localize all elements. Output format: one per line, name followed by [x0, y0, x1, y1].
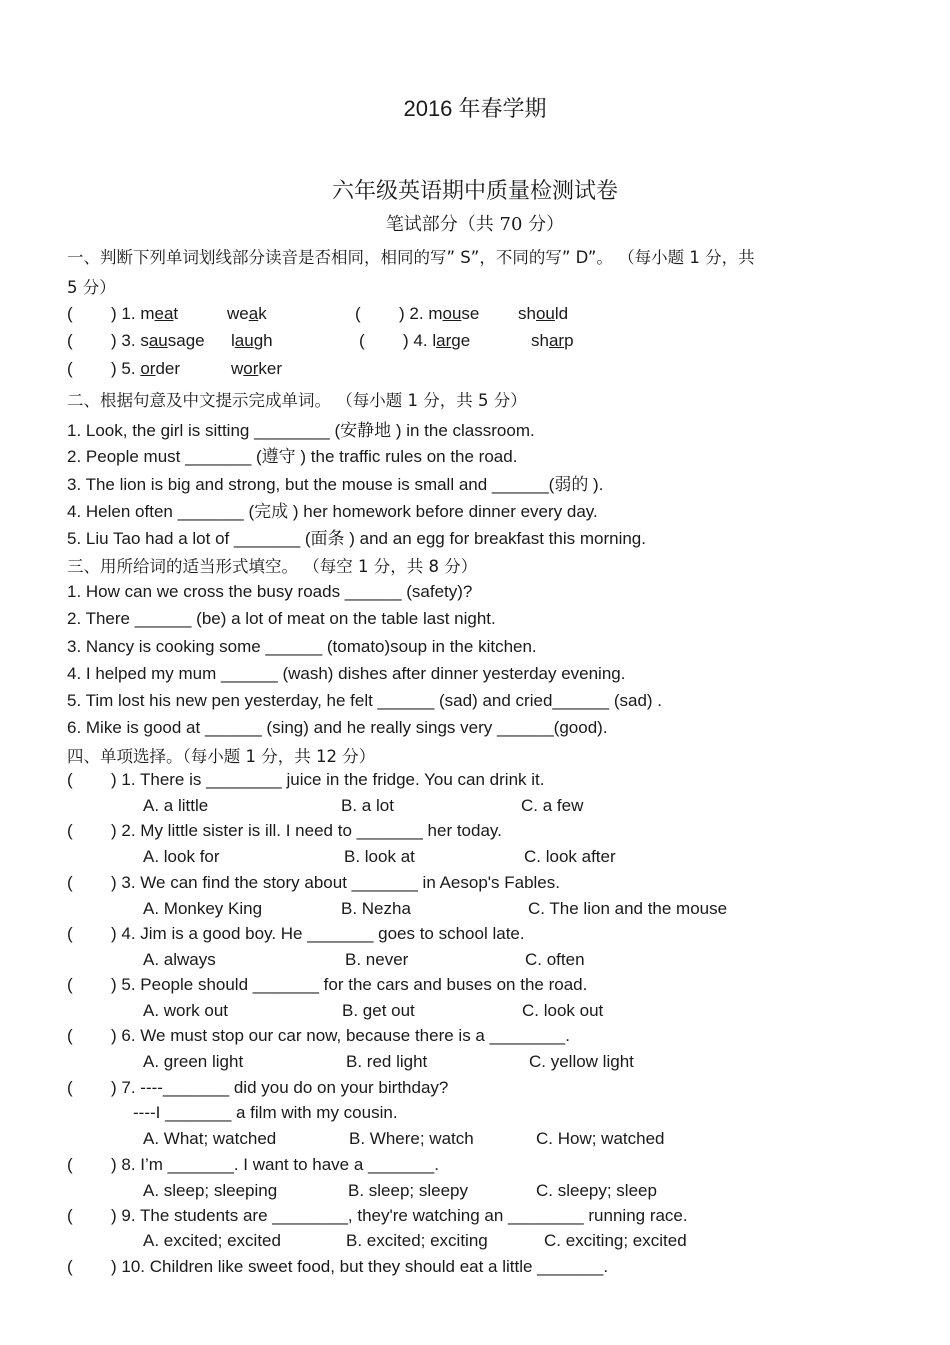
- s4-q4-option-a: A. always: [143, 950, 216, 969]
- s4-q1-option-a: A. a little: [143, 796, 209, 815]
- s4-q3-paren: (: [67, 873, 73, 892]
- s4-q2-paren: (: [67, 821, 73, 840]
- s3-line-4: 4. I helped my mum ______ (wash) dishes after dinner yesterday evening.: [67, 664, 626, 683]
- s4-q2-option-b: B. look at: [344, 847, 415, 866]
- s4-q3-option-b: B. Nezha: [341, 899, 411, 918]
- s4-q9-paren: (: [67, 1206, 73, 1225]
- s4-q3-option-c: C. The lion and the mouse: [528, 899, 728, 918]
- section1-instruction: 一、判断下列单词划线部分读音是否相同，相同的写” S”，不同的写” D”。 （每小题 1 分，共: [67, 248, 755, 267]
- s4-q8: ) 8. I’m _______. I want to have a _______.: [111, 1155, 439, 1174]
- s4-q6-option-b: B. red light: [346, 1052, 428, 1071]
- s4-q7-option-c: C. How; watched: [536, 1129, 665, 1148]
- s4-q1-option-c: C. a few: [521, 796, 584, 815]
- section2-instruction: 二、根据句意及中文提示完成单词。 （每小题 1 分，共 5 分）: [67, 391, 527, 410]
- s4-q5-paren: (: [67, 975, 73, 994]
- page-title-exam: 六年级英语期中质量检测试卷: [331, 178, 618, 203]
- s4-q7: ) 7. ----_______ did you do on your birthday?: [111, 1078, 449, 1097]
- s4-q8-option-a: A. sleep; sleeping: [143, 1181, 278, 1200]
- s4-q10: ) 10. Children like sweet food, but they should eat a little _______.: [111, 1257, 609, 1276]
- s4-q9-option-b: B. excited; exciting: [346, 1231, 488, 1250]
- s1-item-3: ( ) 3. sausage laugh: [67, 331, 273, 350]
- s4-q3: ) 3. We can find the story about _______ in Aesop's Fables.: [111, 873, 560, 892]
- s4-q6-paren: (: [67, 1026, 73, 1045]
- s4-q1: ) 1. There is ________ juice in the fridge. You can drink it.: [111, 770, 545, 789]
- s4-q9: ) 9. The students are ________, they're watching an ________ running race.: [111, 1206, 688, 1225]
- s4-q8-paren: (: [67, 1155, 73, 1174]
- s4-q7-option-b: B. Where; watch: [349, 1129, 474, 1148]
- s4-q6-option-c: C. yellow light: [529, 1052, 634, 1071]
- s3-line-3: 3. Nancy is cooking some ______ (tomato)soup in the kitchen.: [67, 637, 537, 656]
- s4-q5-option-c: C. look out: [522, 1001, 604, 1020]
- s3-line-2: 2. There ______ (be) a lot of meat on the table last night.: [67, 609, 496, 628]
- s4-q6: ) 6. We must stop our car now, because there is a ________.: [111, 1026, 570, 1045]
- s4-q5-option-a: A. work out: [143, 1001, 229, 1020]
- s4-q2: ) 2. My little sister is ill. I need to _______ her today.: [111, 821, 502, 840]
- s2-line-1: 1. Look, the girl is sitting ________ (安静地 ) in the classroom.: [67, 421, 535, 440]
- s4-q1-paren: (: [67, 770, 73, 789]
- s1-item-1: ( ) 1. meat weak: [67, 304, 267, 323]
- s4-q4-option-c: C. often: [525, 950, 585, 969]
- s2-line-5: 5. Liu Tao had a lot of _______ (面条 ) and an egg for breakfast this morning.: [67, 529, 646, 548]
- s4-q7-paren: (: [67, 1078, 73, 1097]
- s4-q3-option-a: A. Monkey King: [143, 899, 263, 918]
- s4-q8-option-c: C. sleepy; sleep: [536, 1181, 657, 1200]
- s4-q7-option-a: A. What; watched: [143, 1129, 277, 1148]
- s4-q4-paren: (: [67, 924, 73, 943]
- s4-q2-option-c: C. look after: [524, 847, 616, 866]
- section4-instruction: 四、单项选择。（每小题 1 分，共 12 分）: [67, 747, 376, 766]
- section3-instruction: 三、用所给词的适当形式填空。 （每空 1 分，共 8 分）: [67, 557, 478, 576]
- page-subtitle-part: 笔试部分（共 70 分）: [385, 214, 565, 235]
- s4-q9-option-a: A. excited; excited: [143, 1231, 281, 1250]
- s4-q1-option-b: B. a lot: [341, 796, 394, 815]
- s4-q2-option-a: A. look for: [143, 847, 220, 866]
- s1-item-4: ( ) 4. large sharp: [359, 331, 574, 350]
- page-title-term: 2016 年春学期: [403, 96, 547, 121]
- s4-q10-paren: (: [67, 1257, 73, 1276]
- s4-q9-option-c: C. exciting; excited: [544, 1231, 687, 1250]
- s3-line-1: 1. How can we cross the busy roads ______ (safety)?: [67, 582, 473, 601]
- s4-q7-response: ----I _______ a film with my cousin.: [133, 1103, 398, 1122]
- s4-q4-option-b: B. never: [345, 950, 409, 969]
- s2-line-3: 3. The lion is big and strong, but the mouse is small and ______(弱的 ).: [67, 475, 604, 494]
- s3-line-6: 6. Mike is good at ______ (sing) and he really sings very ______(good).: [67, 718, 608, 737]
- s4-q5-option-b: B. get out: [342, 1001, 415, 1020]
- section1-instruction-cont: 5 分）: [67, 278, 116, 297]
- s4-q6-option-a: A. green light: [143, 1052, 244, 1071]
- s4-q8-option-b: B. sleep; sleepy: [348, 1181, 469, 1200]
- s2-line-2: 2. People must _______ (遵守 ) the traffic rules on the road.: [67, 447, 518, 466]
- s2-line-4: 4. Helen often _______ (完成 ) her homework before dinner every day.: [67, 502, 598, 521]
- s4-q5: ) 5. People should _______ for the cars and buses on the road.: [111, 975, 588, 994]
- s4-q4: ) 4. Jim is a good boy. He _______ goes to school late.: [111, 924, 525, 943]
- s3-line-5: 5. Tim lost his new pen yesterday, he felt ______ (sad) and cried______ (sad) .: [67, 691, 663, 710]
- s1-item-5: ( ) 5. order worker: [67, 359, 283, 378]
- s1-item-2: ( ) 2. mouse should: [355, 304, 569, 323]
